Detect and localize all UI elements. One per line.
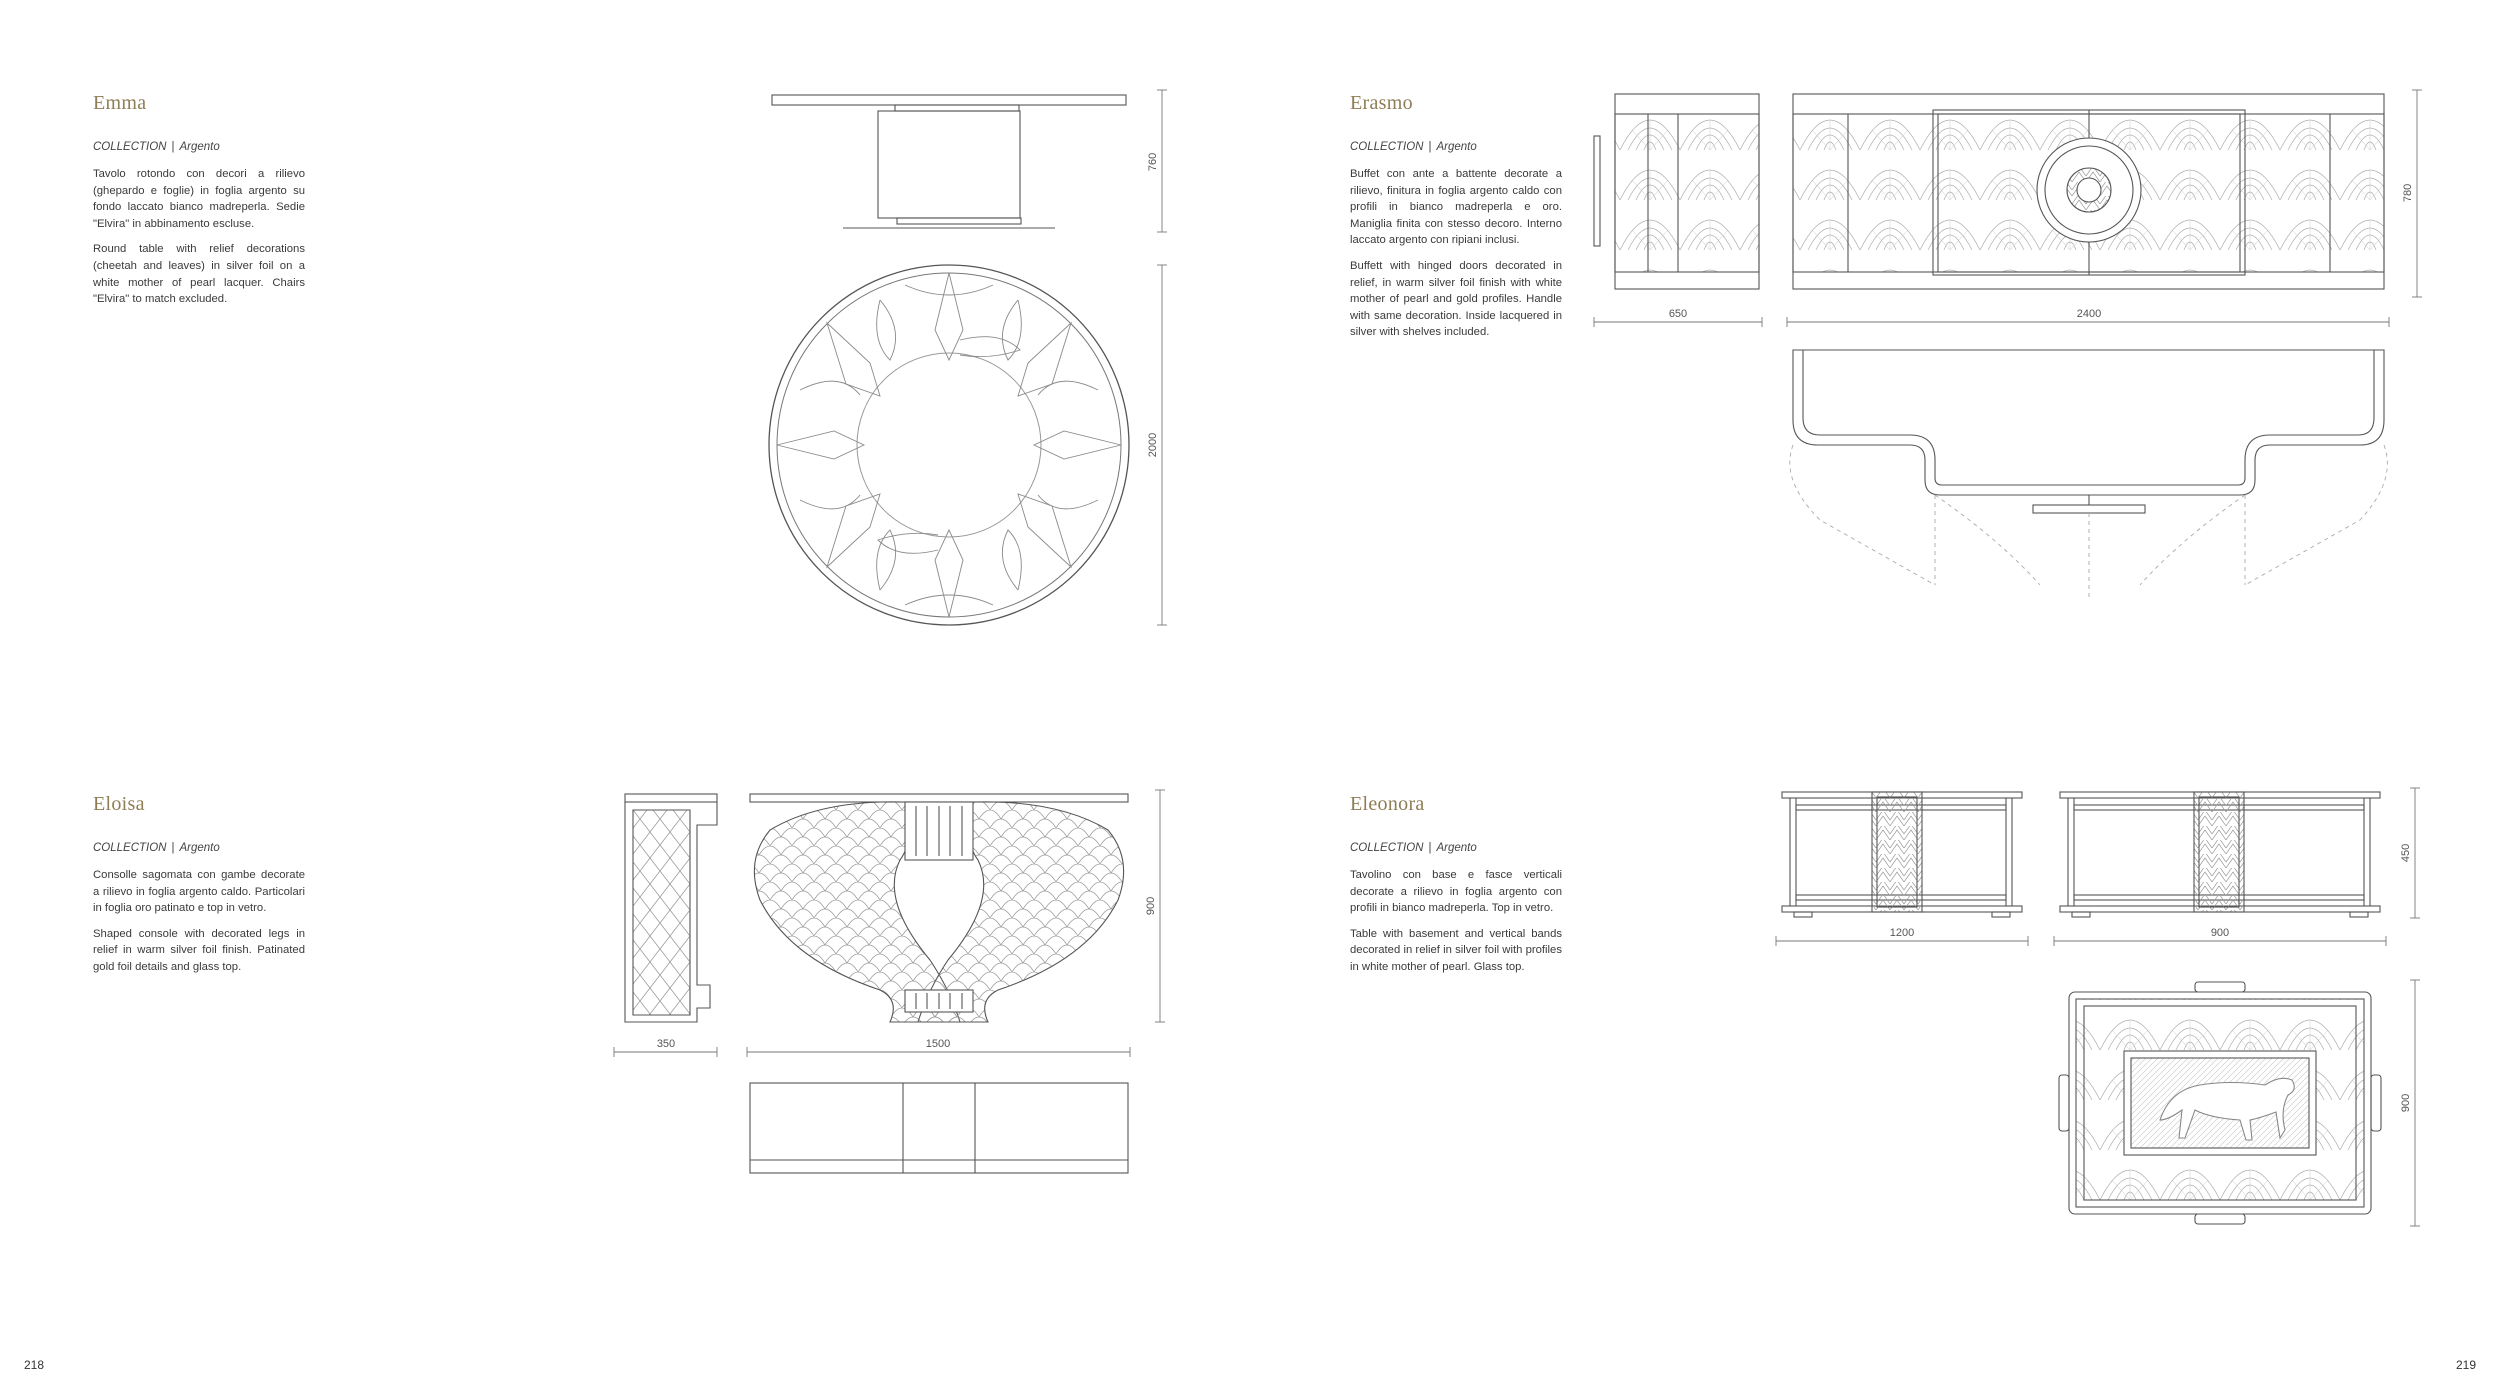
eleonora-front-drawing — [2060, 792, 2380, 917]
dim-emma-diameter: 2000 — [1147, 432, 1159, 458]
erasmo-side-drawing — [1594, 94, 1759, 289]
dim-eloisa-width: 1500 — [925, 1038, 951, 1050]
product-title-erasmo: Erasmo — [1350, 92, 1413, 114]
dim-erasmo-height: 780 — [2402, 183, 2414, 203]
eloisa-front-drawing — [750, 794, 1128, 1022]
dim-erasmo-width: 2400 — [2076, 308, 2102, 320]
product-title-eleonora: Eleonora — [1350, 793, 1425, 815]
collection-label-eleonora: COLLECTION | Argento — [1350, 842, 1477, 854]
emma-elevation-drawing — [772, 95, 1126, 228]
product-title-emma: Emma — [93, 92, 147, 114]
emma-plan-drawing — [769, 265, 1129, 625]
page-number-left: 218 — [24, 1358, 45, 1372]
text-english-emma: Round table with relief decorations (cheetah and leaves) in silver foil on a white mother of pearl lacquer. Chairs "Elvira" to match excluded. — [93, 243, 305, 306]
product-title-eloisa: Eloisa — [93, 793, 145, 815]
collection-label-erasmo: COLLECTION | Argento — [1350, 141, 1477, 153]
text-italian-emma: Tavolo rotondo con decori a rilievo (ghepardo e foglie) in foglia argento su fondo laccato bianco madreperla. Sedie "Elvira" in abbinamento escluse. — [93, 168, 305, 230]
dim-eleonora-width: 900 — [2210, 927, 2230, 939]
text-english-erasmo: Buffett with hinged doors decorated in relief, in warm silver foil finish with white mother of pearl and gold profiles. Handle with same decoration. Inside lacquered in silver with shelves included. — [1350, 259, 1562, 339]
eleonora-plan-drawing — [2059, 982, 2381, 1224]
dim-erasmo-depth: 650 — [1668, 308, 1688, 320]
text-english-eloisa: Shaped console with decorated legs in relief in warm silver foil finish. Patinated gold foil details and glass top. — [93, 927, 305, 973]
dim-eleonora-top-width: 900 — [2400, 1093, 2412, 1113]
dim-eleonora-length: 1200 — [1889, 927, 1915, 939]
erasmo-plan-drawing — [1790, 350, 2388, 600]
collection-label-emma: COLLECTION | Argento — [93, 141, 220, 153]
text-italian-eloisa: Consolle sagomata con gambe decorate a rilievo in foglia argento caldo. Particolari in foglia oro patinato e top in vetro. — [93, 869, 305, 915]
dim-eloisa-height: 900 — [1145, 896, 1157, 916]
text-italian-eleonora: Tavolino con base e fasce verticali decorate a rilievo in foglia argento con profili in bianco madreperla. Top in vetro. — [1350, 869, 1562, 915]
erasmo-front-drawing — [1793, 94, 2384, 289]
dim-emma-height: 760 — [1147, 152, 1159, 172]
text-italian-erasmo: Buffet con ante a battente decorate a rilievo, finitura in foglia argento caldo con profili in bianco madreperla e oro. Maniglia finita con stesso decoro. Interno laccato argento con ripiani inclusi. — [1350, 168, 1562, 247]
eloisa-side-drawing — [625, 794, 717, 1022]
dim-eloisa-depth: 350 — [656, 1038, 676, 1050]
eleonora-side-drawing — [1782, 792, 2022, 917]
eloisa-plan-drawing — [750, 1083, 1128, 1173]
page-number-right: 219 — [2455, 1358, 2476, 1372]
text-english-eleonora: Table with basement and vertical bands decorated in relief in silver foil with profiles in white mother of pearl. Glass top. — [1350, 927, 1562, 973]
dim-eleonora-height: 450 — [2400, 843, 2412, 863]
collection-label-eloisa: COLLECTION | Argento — [93, 842, 220, 854]
